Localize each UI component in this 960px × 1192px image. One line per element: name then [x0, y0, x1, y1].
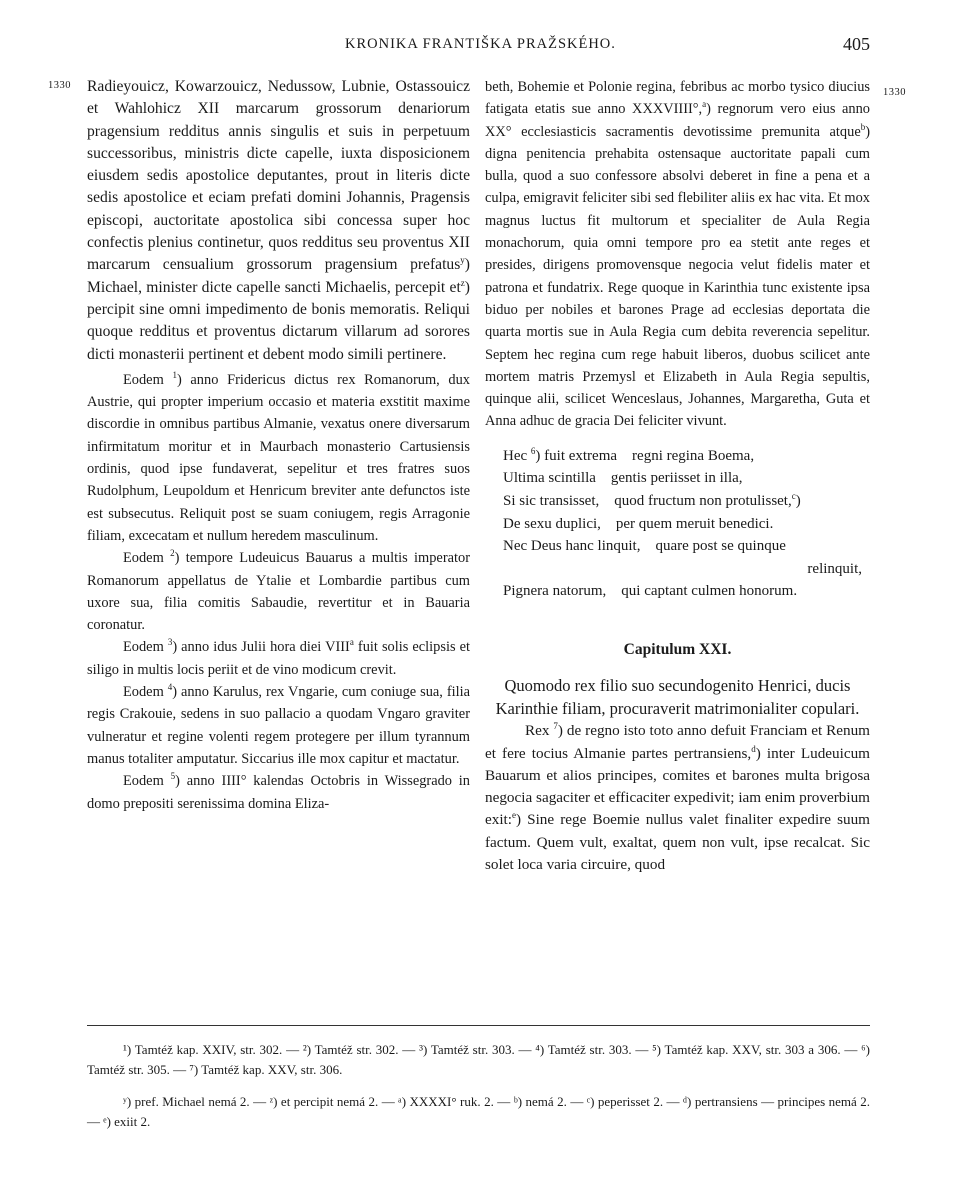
- paragraph: Radieyouicz, Kowarzouicz, Nedussow, Lubnie, Ostassouicz et Wahlohicz XII marcarum grossorum denariorum pragensium redditus annis singulis et suis in perpetuum successoribus, ministris dicte capelle, iuxta disposicionem eiusdem sedis apostolice deputantes, prout in literis dicte sedis apostolice et eciam prefati domini Johannis, Pragensis episcopi, auctoritate apostolica sibi concessa super hoc confectis plenius continetur, quos redditus seu proventus XII marcarum censualium grossorum pragensium prefatus$^y$) Michael, minister dicte capelle sancti Michaelis, percepit $et^z$) percipit sine omni impedimento de bonis memoratis. Reliqui quoque redditus et proventus dictarum villarum ad sorores dicti monasterii pertinent et debent modo simili pertinere.: [87, 78, 470, 363]
- margin-year-right: 1330: [883, 87, 906, 98]
- verse-line: Si sic transisset, quod fructum non protulisset,$^c$): [503, 490, 801, 509]
- paragraph: Eodem $^4$) anno Karulus, rex Vngarie, cum coniuge sua, filia regis Crakouie, sedens in suo pallacio a quodam Vngaro graviter vulneratur et regine volenti regem protegere per illum tyrannum manus totaliter amputatur. Siccarius ille mox capitur et mactatur.: [87, 682, 470, 767]
- footnotes-variants: [87, 1092, 870, 1131]
- chapter-title: Quomodo rex filio suo secundogenito Henrici, ducis Karinthie filiam, procuraverit matrimonialiter copulari.: [495, 676, 860, 718]
- margin-year-left: 1330: [48, 80, 71, 91]
- verse-block: [503, 445, 870, 603]
- footnotes-sources: [87, 1040, 870, 1079]
- verse-line-continuation: relinquit,: [807, 560, 862, 577]
- paragraph: Rex $^7$) de regno isto toto anno defuit Franciam et Renum et fere tocius Almanie partes pertransiens,$^d$) inter Ludeuicum Bauarum et alios principes, comites et barones multa brigosa negocia sagaciter et efficaciter expedivit; iam enim proverbium exit:$^e$) Sine rege Boemie nullus valet finaliter expedire suum factum. Quem vult, exaltat, quem non vult, ipse recalcat. Sic solet loca varia circuire, quod: [485, 721, 870, 873]
- page-number: 405: [843, 34, 870, 54]
- footnote-rule: [87, 1025, 870, 1026]
- left-column: [87, 76, 470, 815]
- paragraph: Eodem $^2$) tempore Ludeuicus Bauarus a multis imperator Romanorum appellatus de Ytalie et Lombardie partibus cum uxore sua, filia comitis Sabaudie, revertitur et in Bauaria coronatur.: [87, 548, 470, 634]
- page-header: [0, 36, 960, 60]
- paragraph: Eodem $^1$) anno Fridericus dictus rex Romanorum, dux Austrie, qui propter imperium occasio et materia exstitit maxime discordie in omnibus partibus Almanie, vexatus onere diversarum infirmitatum moritur et in Maurbach monasterio Cartusiensis ordinis, quod ipse fundaverat, sepelitur et tres fratres suos Rudolphum, Leupoldum et Henricum breviter ante defunctos iste est subsecutus. Reliquit post se suam coniugem, regis Arragonie filiam, excecatam et nullum heredem masculinum.: [87, 370, 470, 544]
- paragraph: Eodem $^3$) anno idus Julii hora diei VIII$^a$ fuit solis eclipsis et siligo in multis locis periit et de vino modicum crevit.: [87, 637, 470, 678]
- verse-line: Ultima scintilla gentis periisset in illa,: [503, 470, 743, 487]
- running-title: KRONIKA FRANTIŠKA PRAŽSKÉHO.: [345, 36, 616, 52]
- footnote-text: ʸ) pref. Michael nemá 2. — ᶻ) et percipit nemá 2. — ᵃ) XXXXI° ruk. 2. — ᵇ) nemá 2. — ᶜ) peperisset 2. — ᵈ) pertransiens — principes nemá 2. — ᵉ) exiit 2.: [87, 1094, 870, 1129]
- verse-line: Nec Deus hanc linquit, quare post se quinque: [503, 538, 786, 555]
- paragraph: Eodem $^5$) anno IIII° kalendas Octobris in Wissegrado in domo prepositi serenissima domina Eliza-: [87, 771, 470, 812]
- verse-line: Hec $^6$) fuit extrema regni regina Boema,: [503, 445, 755, 464]
- verse-line: De sexu duplici, per quem meruit benedici.: [503, 515, 774, 532]
- right-column: [485, 76, 870, 876]
- footnote-text: ¹) Tamtéž kap. XXIV, str. 302. — ²) Tamtéž str. 302. — ³) Tamtéž str. 303. — ⁴) Tamtéž str. 303. — ⁵) Tamtéž kap. XXV, str. 303 a 306. — ⁶) Tamtéž str. 305. — ⁷) Tamtéž kap. XXV, str. 306.: [87, 1042, 870, 1077]
- chapter-heading: Capitulum XXI.: [623, 640, 732, 658]
- paragraph: beth, Bohemie et Polonie regina, febribus ac morbo tysico diucius fatigata etatis sue anno XXXVIIII°,$^a$) regnorum vero eius anno XX° ecclesiasticis sacramentis devotissime premunita atque$^b$) digna penitencia prehabita ostensaque auctoritate papali cum bulla, quod a suo confessore absolvi deberet in fine a pena et a culpa, emigravit feliciter sibi sed flebiliter aliis ex hac vita. Et mox magnus luctus fit multorum et specialiter de Aula Regia monachorum, quia omni tempore pro ea stetit ante reges et presides, dirigens promovensque negocia velut fidelis mater et patrona et fundatrix. Rege quoque in Karinthia tunc existente ipsa biduo per nobiles et barones Prage ad ecclesias deportata die quarta mortis sue in Aula Regia cum debita reverencia sepelitur. Septem hec regina cum rege habuit liberos, duobus scilicet ante mortem matris Przemysl et Elizabeth in Aula Regia sepultis, quinque alii, scilicet Wenceslaus, Johannes, Margaretha, Guta et Anna adhuc de gracia Dei feliciter vivunt.: [485, 79, 871, 430]
- verse-line: Pignera natorum, qui captant culmen honorum.: [503, 583, 798, 600]
